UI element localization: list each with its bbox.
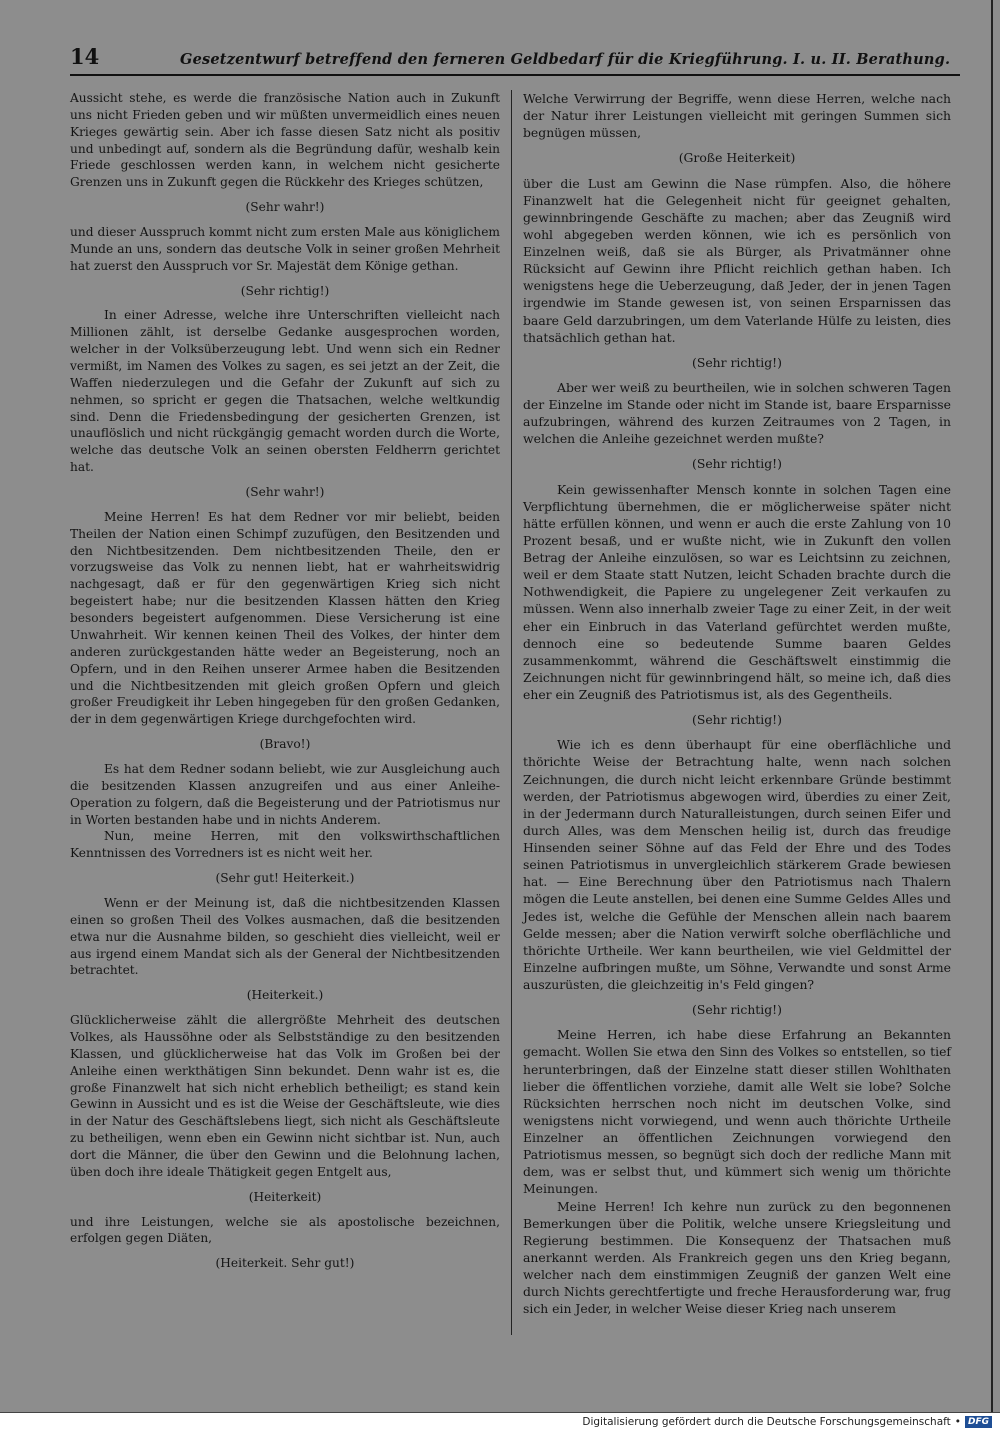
scan-edge-line: [991, 0, 993, 1412]
paragraph: Kein gewissenhafter Mensch konnte in solchen Tagen eine Verpflichtung übernehmen, die er möglicherweise später nicht hätte erfüllen können, und wenn er auch die erste Zahlung von 10 Prozent besaß, und er wußte nicht, wie in Zukunft den vollen Betrag der Anleihe einzulösen, so war es Leichtsinn zu zeichnen, weil er dem Staate statt Nutzen, leicht Schaden brachte durch die Nothwendigkeit, die Papiere zu ungelegener Zeit verkaufen zu müssen. Wenn also innerhalb zweier Tage zu einer Zeit, in der weit eher ein Einbruch in das Vaterland gefürchtet werden mußte, dennoch eine so bedeutende Summe baaren Geldes zusammenkommt, während die Geschäftswelt einstimmig die Zeichnungen nicht für gewinnbringend hält, so meine ich, daß dies eher ein Zeugniß des Patriotismus ist, als des Gegentheils.: [523, 481, 951, 702]
paragraph: Welche Verwirrung der Begriffe, wenn diese Herren, welche nach der Natur ihrer Leistungen vielleicht mit geringen Summen sich begnügen müssen,: [523, 91, 951, 141]
interjection: (Heiterkeit.): [246, 988, 324, 1003]
interjection: (Sehr richtig!): [240, 283, 330, 298]
paragraph: Wenn er der Meinung ist, daß die nichtbesitzenden Klassen einen so großen Theil des Volkes ausmachen, daß die besitzenden etwa nur die Ausnahme bilden, so geschieht dies vielleicht, weil er aus irgend einem Mandat sich als der General der Nichtbesitzenden betrachtet.: [70, 895, 500, 978]
paragraph: Nun, meine Herren, mit den volkswirthschaftlichen Kenntnissen des Vorredners ist es nicht weit her.: [70, 829, 500, 861]
paragraph: Wie ich es denn überhaupt für eine oberflächliche und thörichte Weise der Betrachtung halte, wenn nach solchen Zeichnungen, die durch nicht leicht erkennbare Gründe bestimmt werden, der Patriotismus abgewogen wird, überdies zu einer Zeit, in der Jedermann durch Naturalleistungen, durch seinen Eifer und durch Alles, was dem Menschen heilig ist, durch das freudige Hinsenden seiner Söhne auf das Feld der Ehre und des Todes seinen Patriotismus in unvergleichlich stärkerem Grade bewiesen hat. — Eine Berechnung über den Patriotismus nach Thalern mögen die Leute anstellen, bei denen eine Summe Geldes Alles und Jedes ist, welche die Gefühle der Menschen allein nach baarem Gelde messen; aber die Nation verwirft solche oberflächliche und thörichte Urtheile. Wer kann beurtheilen, wie viel Geldmittel der Einzelne aufbringen mußte, um Söhne, Verwandte und sonst Arme auszurüsten, die gleichzeitig in's Feld gingen?: [523, 737, 951, 992]
interjection: (Sehr richtig!): [692, 712, 782, 728]
interjection: (Sehr richtig!): [692, 456, 782, 472]
interjection: (Heiterkeit): [248, 1189, 322, 1204]
footer-separator: •: [954, 1416, 961, 1428]
interjection: (Heiterkeit. Sehr gut!): [215, 1256, 355, 1271]
paragraph: Glücklicherweise zählt die allergrößte Mehrheit des deutschen Volkes, als Haussöhne oder als Selbstständige zu den besitzenden Klassen, und glücklicherweise hat das Volk im Großen bei der Anleihe einen werkthätigen Sinn bekundet. Denn wahr ist es, die große Finanzwelt hat sich nicht erheblich betheiligt; es stand kein Gewinn in Aussicht und es ist die Weise der Geschäftsleute, wie dies in der Natur des Geschäftslebens liegt, sich nicht als Geschäftsleute zu betheiligen, wenn eben ein Gewinn nicht sichtbar ist. Nun, auch dort die Männer, die über den Gewinn und die Belohnung lachen, üben doch ihre ideale Thätigkeit gegen Entgelt aus,: [70, 1013, 500, 1179]
left-column: [70, 90, 500, 1280]
paragraph: In einer Adresse, welche ihre Unterschriften vielleicht nach Millionen zählt, ist derselbe Gedanke ausgesprochen worden, welcher in der Volksüberzeugung lebt. Und wenn sich ein Redner vermißt, im Namen des Volkes zu sagen, es sei jetzt an der Zeit, die Waffen niederzulegen und die Gefahr der Zukunft auf sich zu nehmen, so spricht er gegen die Thatsachen, welche weltkundig sind. Denn die Friedensbedingung der gesicherten Grenzen, ist unauflöslich und nicht rückgängig gemacht worden durch die Worte, welche das deutsche Volk an seinen obersten Feldherrn gerichtet hat.: [70, 308, 500, 475]
paragraph: und dieser Ausspruch kommt nicht zum ersten Male aus königlichem Munde an uns, sondern das deutsche Volk in seiner großen Mehrheit hat zuerst den Ausspruch vor Sr. Majestät dem Könige gethan.: [70, 225, 500, 273]
interjection: (Sehr richtig!): [692, 1002, 782, 1018]
paragraph: Meine Herren! Ich kehre nun zurück zu den begonnenen Bemerkungen über die Politik, welche unsere Kriegsleitung und Regierung bestimmen. Die Konsequenz der Thatsachen muß anerkannt werden. Als Frankreich gegen uns den Krieg begann, welcher nach dem einstimmigen Zeugniß der ganzen Welt eine durch Nichts gerechtfertigte und freche Herausforderung war, frug sich ein Jeder, in welcher Weise dieser Krieg nach unserem: [523, 1198, 951, 1317]
interjection: (Große Heiterkeit): [678, 150, 796, 166]
interjection: (Sehr richtig!): [692, 354, 782, 370]
paragraph: über die Lust am Gewinn die Nase rümpfen. Also, die höhere Finanzwelt hat die Gelegenheit nicht für geeignet gehalten, gewinnbringende Geschäfte zu machen; aber das Zeugniß wird wohl abgegeben werden können, wie ich es persönlich von Einzelnen weiß, daß sie als Bürger, als Privatmänner ohne Rücksicht auf Gewinn ihre Pflicht reichlich gethan haben. Ich wenigstens hege die Ueberzeugung, daß Jeder, der in jenen Tagen irgendwie im Stande gewesen ist, von seinen Ersparnissen das baare Geld darzubringen, um dem Vaterlande Hülfe zu leisten, dies thatsächlich gethan hat.: [523, 175, 951, 345]
paragraph: Meine Herren, ich habe diese Erfahrung an Bekannten gemacht. Wollen Sie etwa den Sinn des Volkes so entstellen, so tief herunterbringen, daß der Einzelne statt dieser stillen Wohlthaten lieber die öffentlichen vorziehe, damit alle Welt sie lobe? Solche Rücksichten herrschen noch nicht im deutschen Volke, sind wenigstens nicht vorwiegend, und wenn auch thörichte Urtheile Einzelner an öffentlichen Zeichnungen vorwiegend den Patriotismus messen, so begnügt sich doch der redliche Mann mit dem, was er selbst thut, und kümmert sich wenig um thörichte Meinungen.: [523, 1027, 951, 1197]
interjection: (Sehr wahr!): [245, 485, 325, 500]
dfg-logo[interactable]: DFG: [965, 1416, 992, 1428]
right-column: [523, 90, 951, 1317]
running-title: Gesetzentwurf betreffend den ferneren Geldbedarf für die Kriegführung. I. u. II. Berathung.: [180, 51, 951, 68]
page-number: 14: [70, 44, 100, 69]
interjection: (Bravo!): [259, 737, 311, 752]
paragraph: Aber wer weiß zu beurtheilen, wie in solchen schweren Tagen der Einzelne im Stande oder nicht im Stande ist, baare Ersparnisse aufzubringen, während des kurzen Zeitraumes von 2 Tagen, in welchen die Anleihe gezeichnet werden mußte?: [523, 379, 951, 447]
paragraph: Meine Herren! Es hat dem Redner vor mir beliebt, beiden Theilen der Nation einen Schimpf zuzufügen, den Besitzenden und den Nichtbesitzenden. Dem nichtbesitzenden Theile, den er vorzugsweise das Volk zu nennen liebt, hat er wahrheitswidrig nachgesagt, daß er für den gegenwärtigen Krieg sich nicht begeistert habe; nur die besitzenden Klassen hätten den Krieg besonders begeistert aufgenommen. Diese Versicherung ist eine Unwahrheit. Wir kennen keinen Theil des Volkes, der hinter dem anderen zurückgestanden hätte weder an Begeisterung, noch an Opfern, und in den Reihen unserer Armee haben die Besitzenden und die Nichtbesitzenden mit gleich großen Opfern und gleich großer Freudigkeit ihr Leben hingegeben für den großen Gedanken, der in dem gegenwärtigen Kriege durchgefochten wird.: [70, 509, 500, 727]
interjection: (Sehr wahr!): [245, 200, 325, 215]
column-divider: [511, 90, 512, 1335]
footer-credit-text: Digitalisierung gefördert durch die Deutsche Forschungsgemeinschaft: [582, 1416, 951, 1428]
interjection: (Sehr gut! Heiterkeit.): [215, 871, 355, 886]
footer-credit: [582, 1416, 992, 1428]
page-header: [70, 44, 960, 76]
paragraph: Aussicht stehe, es werde die französische Nation auch in Zukunft uns nicht Frieden geben und wir müßten unvermeidlich eines neuen Krieges gewärtig sein. Aber ich fasse diesen Satz nicht als positiv und unbedingt auf, sondern als die Begründung dafür, weshalb kein Friede geschlossen werden kann, in welchem nicht gesicherte Grenzen uns in Zukunft gegen die Rückkehr des Krieges schützen,: [70, 91, 500, 190]
paragraph: Es hat dem Redner sodann beliebt, wie zur Ausgleichung auch die besitzenden Klassen anzugreifen und aus einer Anleihe-Operation zu folgern, daß die Begeisterung und der Patriotismus nur in Worten bestanden habe und in nichts Anderem.: [70, 761, 500, 827]
paragraph: und ihre Leistungen, welche sie als apostolische bezeichnen, erfolgen gegen Diäten,: [70, 1214, 500, 1246]
